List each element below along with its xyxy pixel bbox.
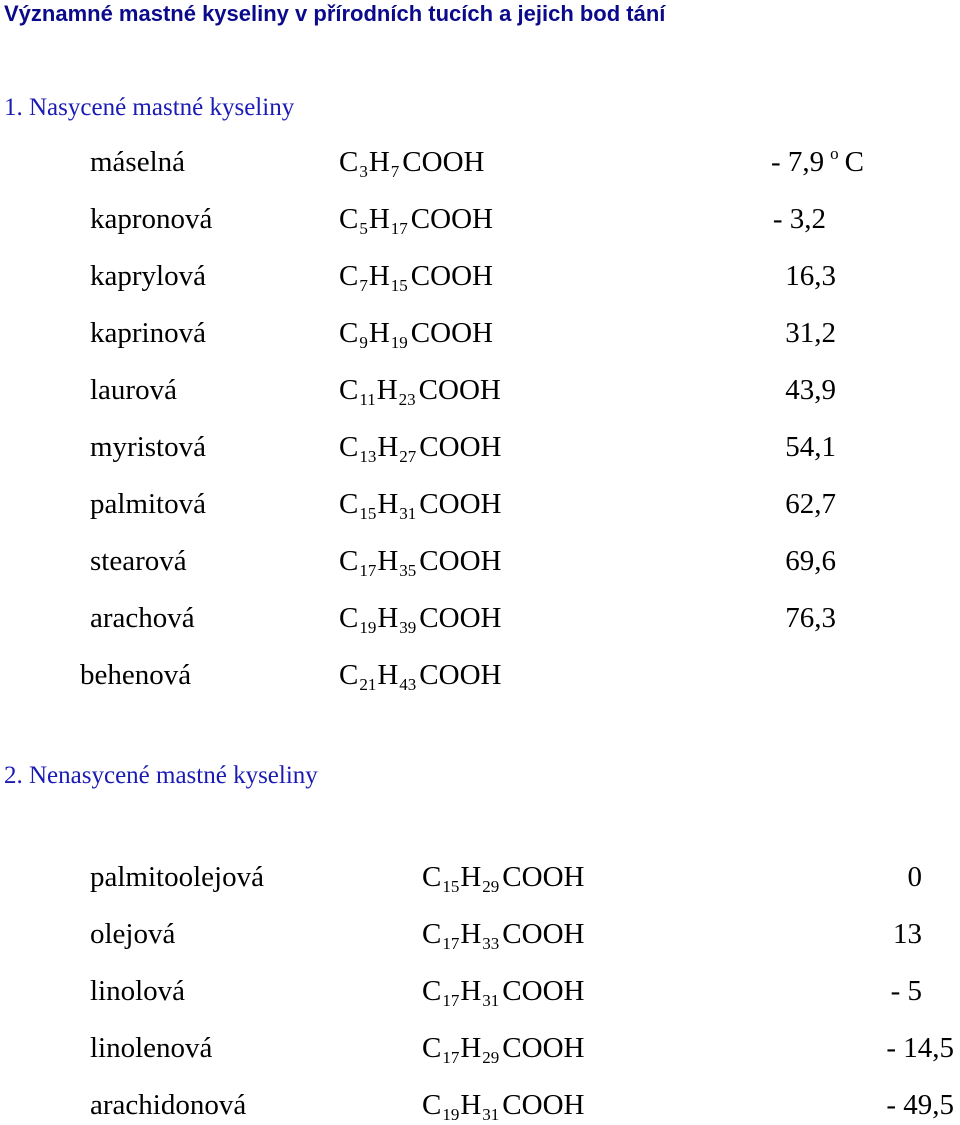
acid-formula: $C_3H_7$ COOH (339, 146, 485, 181)
hydrogen-count: 7 (390, 162, 400, 181)
melting-point-value: - 5 (890, 975, 922, 1007)
melting-point-value: 16,3 (785, 260, 836, 292)
hydrogen-count: 35 (399, 561, 417, 580)
acid-name: myristová (90, 431, 206, 463)
carbon-count: 17 (442, 934, 460, 953)
melting-point (908, 857, 923, 897)
acid-row (0, 256, 960, 296)
hydrogen-count: 43 (399, 675, 417, 694)
hydrogen-count: 17 (390, 219, 408, 238)
acid-row (0, 541, 960, 581)
melting-point (785, 598, 836, 638)
functional-group: COOH (502, 975, 585, 1007)
carbon-count: 13 (359, 447, 377, 466)
acid-name: palmitoolejová (90, 861, 264, 893)
functional-group: COOH (502, 1089, 585, 1121)
hydrogen-count: 29 (482, 1048, 500, 1067)
acid-formula: $C_{11}H_{23}$ COOH (339, 374, 501, 409)
acid-formula: $C_{13}H_{27}$ COOH (339, 431, 502, 466)
melting-point-value: - 7,9 (770, 146, 825, 178)
hydrogen-count: 31 (482, 991, 500, 1010)
melting-point (771, 142, 864, 182)
functional-group: COOH (410, 203, 493, 235)
functional-group: COOH (502, 1032, 585, 1064)
functional-group: COOH (419, 659, 502, 691)
functional-group: COOH (402, 146, 485, 178)
page-title: Významné mastné kyseliny v přírodních tucích a jejich bod tání (4, 1, 666, 26)
functional-group: COOH (418, 374, 501, 406)
hydrogen-count: 33 (482, 934, 500, 953)
acid-row (0, 484, 960, 524)
acid-row (0, 427, 960, 467)
acid-formula: $C_{21}H_{43}$ COOH (339, 659, 502, 694)
hydrogen-count: 39 (399, 618, 417, 637)
melting-point (785, 427, 836, 467)
melting-point-value: - 49,5 (886, 1089, 954, 1121)
temperature-unit: C (844, 146, 864, 178)
acid-row (0, 199, 960, 239)
acid-row (0, 370, 960, 410)
functional-group: COOH (419, 545, 502, 577)
acid-formula: $C_9H_{19}$ COOH (339, 317, 493, 352)
melting-point (785, 370, 836, 410)
melting-point (773, 199, 826, 239)
melting-point-value: 0 (907, 861, 922, 893)
melting-point (886, 1085, 954, 1125)
acid-row (0, 857, 960, 897)
acid-formula: $C_{17}H_{33}$ COOH (422, 918, 585, 953)
functional-group: COOH (410, 317, 493, 349)
carbon-count: 19 (442, 1105, 460, 1124)
acid-name: kaprinová (90, 317, 206, 349)
degree-symbol: o (830, 144, 839, 163)
acid-row (0, 971, 960, 1011)
carbon-count: 21 (359, 675, 377, 694)
functional-group: COOH (410, 260, 493, 292)
acid-name: máselná (90, 146, 186, 178)
melting-point (886, 1028, 954, 1068)
acid-name: linolová (90, 975, 186, 1007)
melting-point-value: 62,7 (785, 488, 836, 520)
acid-name: olejová (90, 918, 176, 950)
hydrogen-count: 15 (390, 276, 408, 295)
acid-row (0, 598, 960, 638)
acid-row (0, 914, 960, 954)
melting-point-value: 69,6 (785, 545, 836, 577)
acid-formula: $C_{15}H_{31}$ COOH (339, 488, 502, 523)
carbon-count: 17 (442, 991, 460, 1010)
acid-name: linolenová (90, 1032, 213, 1064)
carbon-count: 19 (359, 618, 377, 637)
carbon-count: 5 (359, 219, 368, 238)
acid-name: arachidonová (90, 1089, 247, 1121)
acid-row (0, 142, 960, 182)
acid-row (0, 655, 960, 695)
acid-formula: $C_{17}H_{35}$ COOH (339, 545, 502, 580)
acid-name: kapronová (90, 203, 213, 235)
functional-group: COOH (419, 488, 502, 520)
hydrogen-count: 23 (398, 390, 416, 409)
melting-point (891, 971, 922, 1011)
acid-name: kaprylová (90, 260, 206, 292)
carbon-count: 17 (442, 1048, 460, 1067)
functional-group: COOH (419, 431, 502, 463)
acid-row (0, 1085, 960, 1125)
acid-formula: $C_7H_{15}$ COOH (339, 260, 493, 295)
hydrogen-count: 19 (390, 333, 408, 352)
melting-point-value: 13 (893, 918, 922, 950)
hydrogen-count: 29 (482, 877, 500, 896)
acid-row (0, 1028, 960, 1068)
acid-formula: $C_{17}H_{31}$ COOH (422, 975, 585, 1010)
melting-point (785, 256, 836, 296)
acid-formula: $C_{15}H_{29}$ COOH (422, 861, 585, 896)
melting-point (893, 914, 922, 954)
functional-group: COOH (419, 602, 502, 634)
melting-point (785, 313, 836, 353)
section-heading-saturated: 1. Nasycené mastné kyseliny (4, 94, 295, 121)
melting-point-value: 76,3 (785, 602, 836, 634)
hydrogen-count: 31 (399, 504, 417, 523)
acid-name: behenová (80, 659, 192, 691)
melting-point (785, 484, 836, 524)
acid-formula: $C_{19}H_{39}$ COOH (339, 602, 502, 637)
hydrogen-count: 27 (399, 447, 417, 466)
acid-formula: $C_{19}H_{31}$ COOH (422, 1089, 585, 1124)
acid-formula: $C_5H_{17}$ COOH (339, 203, 493, 238)
carbon-count: 15 (359, 504, 377, 523)
functional-group: COOH (502, 861, 585, 893)
melting-point-value: 43,9 (785, 374, 836, 406)
melting-point (785, 541, 836, 581)
melting-point-value: - 3,2 (772, 203, 826, 235)
acid-formula: $C_{17}H_{29}$ COOH (422, 1032, 585, 1067)
hydrogen-count: 31 (482, 1105, 500, 1124)
carbon-count: 15 (442, 877, 460, 896)
carbon-count: 17 (359, 561, 377, 580)
melting-point-value: 54,1 (785, 431, 836, 463)
carbon-count: 11 (359, 390, 376, 409)
melting-point-value: - 14,5 (886, 1032, 954, 1064)
carbon-count: 9 (359, 333, 368, 352)
acid-row (0, 313, 960, 353)
melting-point-value: 31,2 (785, 317, 836, 349)
functional-group: COOH (502, 918, 585, 950)
carbon-count: 3 (359, 162, 368, 181)
carbon-count: 7 (359, 276, 368, 295)
acid-name: stearová (90, 545, 187, 577)
acid-name: palmitová (90, 488, 206, 520)
section-heading-unsaturated: 2. Nenasycené mastné kyseliny (4, 762, 318, 789)
acid-name: arachová (90, 602, 195, 634)
acid-name: laurová (90, 374, 177, 406)
